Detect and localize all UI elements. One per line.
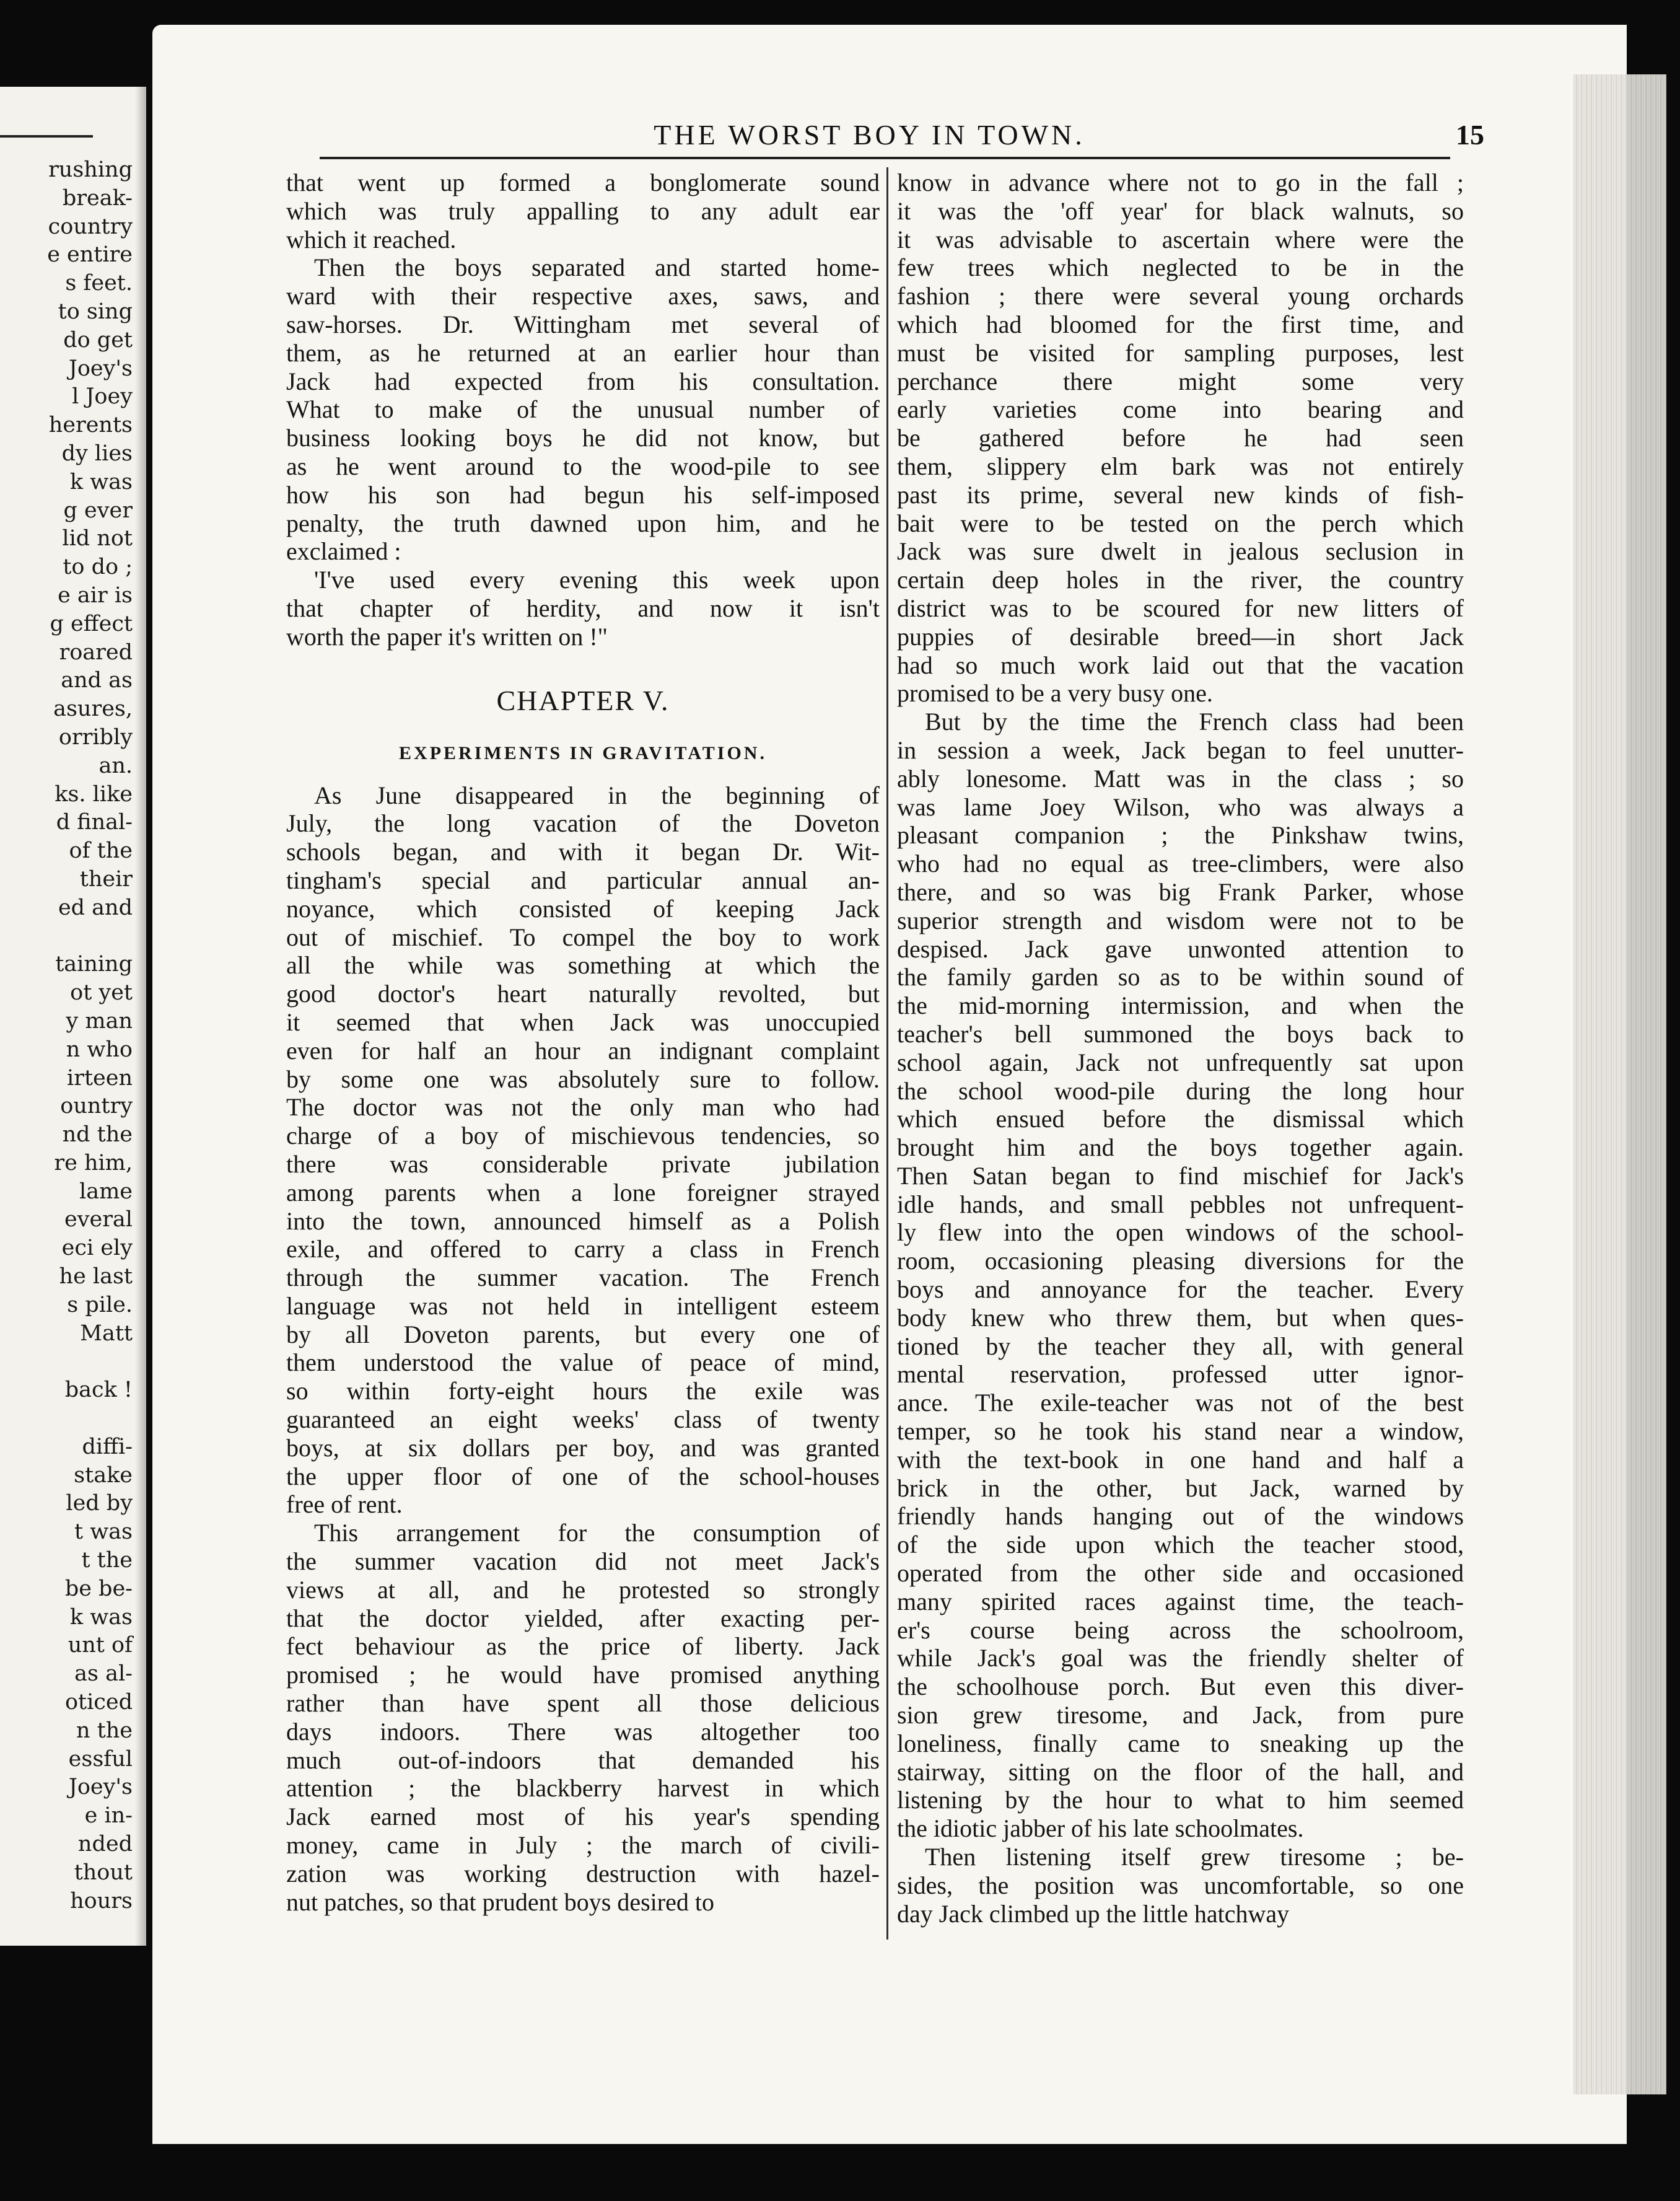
text-line: July, the long vacation of the Doveton	[286, 809, 880, 838]
text-line: even for half an hour an indignant complaint	[286, 1036, 880, 1065]
previous-page-line: t was	[74, 1519, 133, 1545]
text-line: school again, Jack not unfrequently sat upon	[897, 1048, 1464, 1076]
previous-page-line: taining	[55, 952, 133, 977]
text-line: zation was working destruction with hazel-	[286, 1859, 880, 1887]
text-line: But by the time the French class had been	[925, 708, 1464, 736]
text-line: tingham's special and particular annual an-	[286, 866, 880, 894]
text-line: the upper floor of one of the school-houses	[286, 1462, 880, 1490]
text-line: ward with their respective axes, saws, and	[286, 282, 880, 310]
previous-page-line: e entire	[47, 242, 133, 268]
chapter-title: CHAPTER V.	[496, 684, 670, 716]
previous-page-line: their	[79, 866, 133, 892]
header-rule	[320, 157, 1450, 159]
text-line: rather than have spent all those delicious	[286, 1689, 880, 1718]
previous-page-line: nd the	[62, 1122, 133, 1148]
previous-page-line: s feet.	[65, 271, 133, 296]
text-line: them understood the value of peace of mind,	[286, 1348, 880, 1377]
text-line: As June disappeared in the beginning of	[314, 781, 880, 809]
text-line: 'I've used every evening this week upon	[314, 566, 880, 594]
text-line: bait were to be tested on the perch which	[897, 509, 1464, 537]
previous-page-line: herents	[48, 413, 133, 438]
previous-page-line: nded	[77, 1832, 133, 1857]
text-line: the school wood-pile during the long hour	[897, 1076, 1464, 1105]
previous-page-line: re him,	[54, 1150, 133, 1175]
text-line: had so much work laid out that the vacation	[897, 651, 1464, 679]
text-line: despised. Jack gave unwonted attention to	[897, 934, 1464, 963]
running-head	[152, 118, 1463, 155]
text-line: Jack was sure dwelt in jealous seclusion in	[897, 537, 1464, 566]
text-line: district was to be scoured for new litters of	[897, 594, 1464, 622]
text-line: boys, at six dollars per boy, and was granted	[286, 1433, 880, 1462]
text-line: penalty, the truth dawned upon him, and he	[286, 509, 880, 537]
paragraph	[286, 169, 880, 253]
previous-page-line	[0, 1405, 133, 1433]
text-line: good doctor's heart naturally revolted, but	[286, 980, 880, 1008]
text-line: exile, and offered to carry a class in French	[286, 1235, 880, 1263]
text-line: exclaimed :	[286, 537, 401, 566]
previous-page-line: k was	[69, 469, 133, 494]
left-column	[286, 169, 880, 1916]
text-line: by some one was absolutely sure to follow.	[286, 1065, 880, 1093]
text-line: schools began, and with it began Dr. Wit-	[286, 838, 880, 866]
text-line: stairway, sitting on the floor of the hall, and	[897, 1757, 1464, 1786]
text-line: it was advisable to ascertain where were the	[897, 225, 1464, 253]
text-line: few trees which neglected to be in the	[897, 253, 1464, 282]
text-line: puppies of desirable breed—in short Jack	[897, 622, 1464, 651]
previous-page-line: l Joey	[72, 384, 133, 410]
paragraph	[897, 708, 1464, 1843]
text-line: room, occasioning pleasing diversions for the	[897, 1247, 1464, 1275]
previous-page-line: lame	[79, 1179, 133, 1204]
text-line: that the doctor yielded, after exacting per-	[286, 1604, 880, 1632]
text-line: with the text-book in one hand and half a	[897, 1445, 1464, 1474]
text-line: promised to be a very busy one.	[897, 679, 1213, 708]
text-line: that chapter of herdity, and now it isn't	[286, 594, 880, 622]
text-line: brought him and the boys together again.	[897, 1133, 1464, 1162]
text-line: all the while was something at which the	[286, 951, 880, 980]
text-line: er's course being across the schoolroom,	[897, 1615, 1464, 1644]
previous-page-line: n the	[76, 1718, 133, 1743]
text-line: among parents when a lone foreigner strayed	[286, 1178, 880, 1206]
text-line: Then listening itself grew tiresome ; be-	[925, 1843, 1464, 1871]
text-line: boys and annoyance for the teacher. Every	[897, 1275, 1464, 1304]
text-line: noyance, which consisted of keeping Jack	[286, 894, 880, 923]
text-line: This arrangement for the consumption of	[314, 1519, 880, 1547]
text-line: nut patches, so that prudent boys desired to	[286, 1887, 714, 1916]
text-line: there was considerable private jubilation	[286, 1149, 880, 1178]
previous-page-line: oticed	[64, 1690, 133, 1715]
previous-page-line: eci ely	[61, 1236, 133, 1261]
text-line: temper, so he took his stand near a window,	[897, 1417, 1464, 1446]
text-line: worth the paper it's written on !"	[286, 622, 608, 651]
text-line: guaranteed an eight weeks' class of twenty	[286, 1405, 880, 1434]
text-line: know in advance where not to go in the fall ;	[897, 169, 1464, 196]
previous-page-line: he last	[59, 1264, 133, 1289]
text-line: them, as he returned at an earlier hour than	[286, 338, 880, 367]
quoted-paragraph	[286, 566, 880, 651]
text-line: as he went around to the wood-pile to see	[286, 452, 880, 480]
text-line: free of rent.	[286, 1490, 403, 1519]
text-line: it seemed that when Jack was unoccupied	[286, 1008, 880, 1036]
previous-page-line: unt of	[68, 1633, 133, 1658]
column-divider	[886, 167, 888, 1940]
previous-page-line: n who	[66, 1037, 133, 1062]
chapter-subtitle: EXPERIMENTS IN GRAVITATION.	[399, 742, 767, 763]
text-line: be gathered before he had seen	[897, 424, 1464, 452]
text-line: language was not held in intelligent esteem	[286, 1291, 880, 1320]
previous-page-line: break-	[62, 185, 133, 211]
text-line: money, came in July ; the march of civili-	[286, 1831, 880, 1860]
text-line: which it reached.	[286, 225, 457, 253]
text-line: while Jack's goal was the friendly shelter of	[897, 1644, 1464, 1672]
text-line: fashion ; there were several young orchards	[897, 282, 1464, 310]
text-line: ly flew into the open windows of the school-	[897, 1218, 1464, 1247]
previous-page-line: Joey's	[68, 356, 133, 381]
running-head-text: THE WORST BOY IN TOWN.	[654, 119, 1085, 151]
text-line: in session a week, Jack began to feel unutter-	[897, 736, 1464, 764]
previous-page-line: be be-	[64, 1576, 133, 1601]
text-line: was lame Joey Wilson, who was always a	[897, 793, 1464, 821]
text-line: friendly hands hanging out of the windows	[897, 1502, 1464, 1531]
text-line: many spirited races against time, the teach-	[897, 1587, 1464, 1615]
text-line: attention ; the blackberry harvest in which	[286, 1774, 880, 1803]
right-column	[897, 169, 1464, 1928]
text-line: day Jack climbed up the little hatchway	[897, 1899, 1290, 1928]
previous-page-line: of the	[69, 838, 133, 864]
text-line: Then the boys separated and started home-	[314, 253, 880, 282]
text-line: fect behaviour as the price of liberty. Jack	[286, 1632, 880, 1661]
text-line: views at all, and he protested so strongly	[286, 1575, 880, 1604]
gutter-shadow	[135, 87, 146, 1946]
text-line: Then Satan began to find mischief for Jack's	[897, 1161, 1464, 1190]
previous-page-line: led by	[66, 1491, 133, 1516]
text-line: saw-horses. Dr. Wittingham met several of	[286, 310, 880, 338]
previous-page-line: as al-	[74, 1661, 133, 1687]
text-line: the idiotic jabber of his late schoolmates.	[897, 1814, 1304, 1843]
text-line: the family garden so as to be within sound of	[897, 963, 1464, 991]
previous-page-line: g ever	[63, 498, 133, 523]
previous-page-line: orribly	[58, 724, 133, 750]
text-line: sides, the position was uncomfortable, so one	[897, 1871, 1464, 1899]
previous-page-line: country	[48, 214, 133, 239]
text-line: idle hands, and small pebbles not unfrequent-	[897, 1190, 1464, 1218]
previous-page-line: to do ;	[63, 555, 133, 580]
text-line: there, and so was big Frank Parker, whose	[897, 877, 1464, 906]
previous-page-line: Joey's	[68, 1775, 133, 1800]
previous-page-line	[0, 923, 133, 951]
text-line: ably lonesome. Matt was in the class ; so	[897, 764, 1464, 793]
previous-page-line: do get	[63, 327, 133, 353]
previous-page-line	[0, 1348, 133, 1376]
previous-page-line: ed and	[58, 895, 133, 920]
previous-page-line: stake	[74, 1462, 133, 1488]
previous-page-line: dy lies	[61, 441, 133, 466]
text-line: through the summer vacation. The French	[286, 1263, 880, 1292]
text-line: the summer vacation did not meet Jack's	[286, 1547, 880, 1576]
previous-page-line: hours	[70, 1888, 133, 1913]
previous-page-line: k was	[69, 1604, 133, 1630]
text-line: pleasant companion ; the Pinkshaw twins,	[897, 821, 1464, 850]
paragraph	[286, 1519, 880, 1916]
paragraph	[897, 1843, 1464, 1928]
previous-page-line: ot yet	[70, 980, 133, 1006]
page-edges	[1573, 74, 1666, 2094]
previous-page-line: ks. like	[55, 781, 133, 807]
text-line: sion grew tiresome, and Jack, from pure	[897, 1701, 1464, 1729]
text-line: charge of a boy of mischievous tendencies, so	[286, 1122, 880, 1150]
previous-page-rule	[0, 135, 93, 138]
previous-page-line: irteen	[67, 1065, 133, 1091]
previous-page-line: t the	[81, 1548, 133, 1573]
previous-page-line: rushing	[48, 157, 133, 182]
text-line: What to make of the unusual number of	[286, 395, 880, 424]
previous-page-line: an.	[98, 753, 133, 778]
text-line: must be visited for sampling purposes, lest	[897, 338, 1464, 367]
previous-page-line: g effect	[50, 611, 133, 636]
text-line: tioned by the teacher they all, with general	[897, 1332, 1464, 1360]
text-line: certain deep holes in the river, the country	[897, 566, 1464, 594]
previous-page-line: Matt	[80, 1320, 133, 1346]
previous-page-line: diffi-	[82, 1434, 133, 1459]
previous-page-line: asures,	[53, 696, 133, 722]
text-line: mental reservation, professed utter ignor-	[897, 1360, 1464, 1389]
previous-page-line: ountry	[60, 1094, 133, 1119]
text-line: brick in the other, but Jack, warned by	[897, 1474, 1464, 1502]
text-line: listening by the hour to what to him seemed	[897, 1786, 1464, 1814]
text-line: body knew who threw them, but when ques-	[897, 1303, 1464, 1332]
text-line: that went up formed a bonglomerate sound	[286, 169, 880, 196]
text-line: out of mischief. To compel the boy to work	[286, 923, 880, 951]
text-line: early varieties come into bearing and	[897, 395, 1464, 424]
text-line: Jack had expected from his consultation.	[286, 367, 880, 395]
text-line: perchance there might some very	[897, 367, 1464, 395]
previous-page-line: to sing	[58, 299, 133, 324]
text-line: operated from the other side and occasioned	[897, 1559, 1464, 1588]
text-line: superior strength and wisdom were not to be	[897, 906, 1464, 934]
previous-page-line: lid not	[62, 526, 133, 551]
text-line: days indoors. There was altogether too	[286, 1717, 880, 1746]
text-line: loneliness, finally came to sneaking up the	[897, 1729, 1464, 1757]
paragraph	[286, 781, 880, 1519]
previous-page-line: essful	[68, 1746, 133, 1772]
text-line: much out-of-indoors that demanded his	[286, 1746, 880, 1774]
text-line: of the side upon which the teacher stood,	[897, 1531, 1464, 1559]
page-number: 15	[1456, 119, 1484, 151]
text-line: the mid-morning intermission, and when the	[897, 991, 1464, 1020]
text-line: business looking boys he did not know, but	[286, 424, 880, 452]
text-line: who had no equal as tree-climbers, were also	[897, 850, 1464, 878]
previous-page-line: d final-	[56, 810, 133, 835]
text-line: how his son had begun his self-imposed	[286, 480, 880, 509]
paragraph	[286, 253, 880, 566]
text-line: which was truly appalling to any adult ear	[286, 196, 880, 225]
text-line: which had bloomed for the first time, and	[897, 310, 1464, 338]
previous-page-line: e in-	[84, 1803, 133, 1829]
text-line: into the town, announced himself as a Polish	[286, 1206, 880, 1235]
previous-page-line: roared	[59, 639, 133, 665]
previous-page-line: y man	[66, 1008, 133, 1034]
previous-page-line: e air is	[58, 582, 133, 608]
text-line: ance. The exile-teacher was not of the best	[897, 1389, 1464, 1417]
text-line: so within forty-eight hours the exile was	[286, 1377, 880, 1405]
text-line: teacher's bell summoned the boys back to	[897, 1019, 1464, 1048]
previous-page-line: thout	[74, 1860, 133, 1885]
previous-page-text	[0, 156, 133, 1915]
text-line: The doctor was not the only man who had	[286, 1093, 880, 1122]
text-line: which ensued before the dismissal which	[897, 1105, 1464, 1133]
previous-page-line: and as	[61, 668, 133, 693]
previous-page-line: back !	[64, 1377, 133, 1403]
text-line: it was the 'off year' for black walnuts, so	[897, 196, 1464, 225]
text-line: Jack earned most of his year's spending	[286, 1803, 880, 1831]
previous-page-line: s pile.	[67, 1292, 133, 1317]
text-line: by all Doveton parents, but every one of	[286, 1320, 880, 1348]
text-line: them, slippery elm bark was not entirely	[897, 452, 1464, 480]
paragraph	[897, 169, 1464, 708]
text-line: past its prime, several new kinds of fish-	[897, 480, 1464, 509]
previous-page-edge	[0, 87, 146, 1946]
previous-page-line: everal	[64, 1207, 133, 1232]
text-line: promised ; he would have promised anything	[286, 1661, 880, 1689]
text-line: the schoolhouse porch. But even this diver-	[897, 1672, 1464, 1701]
